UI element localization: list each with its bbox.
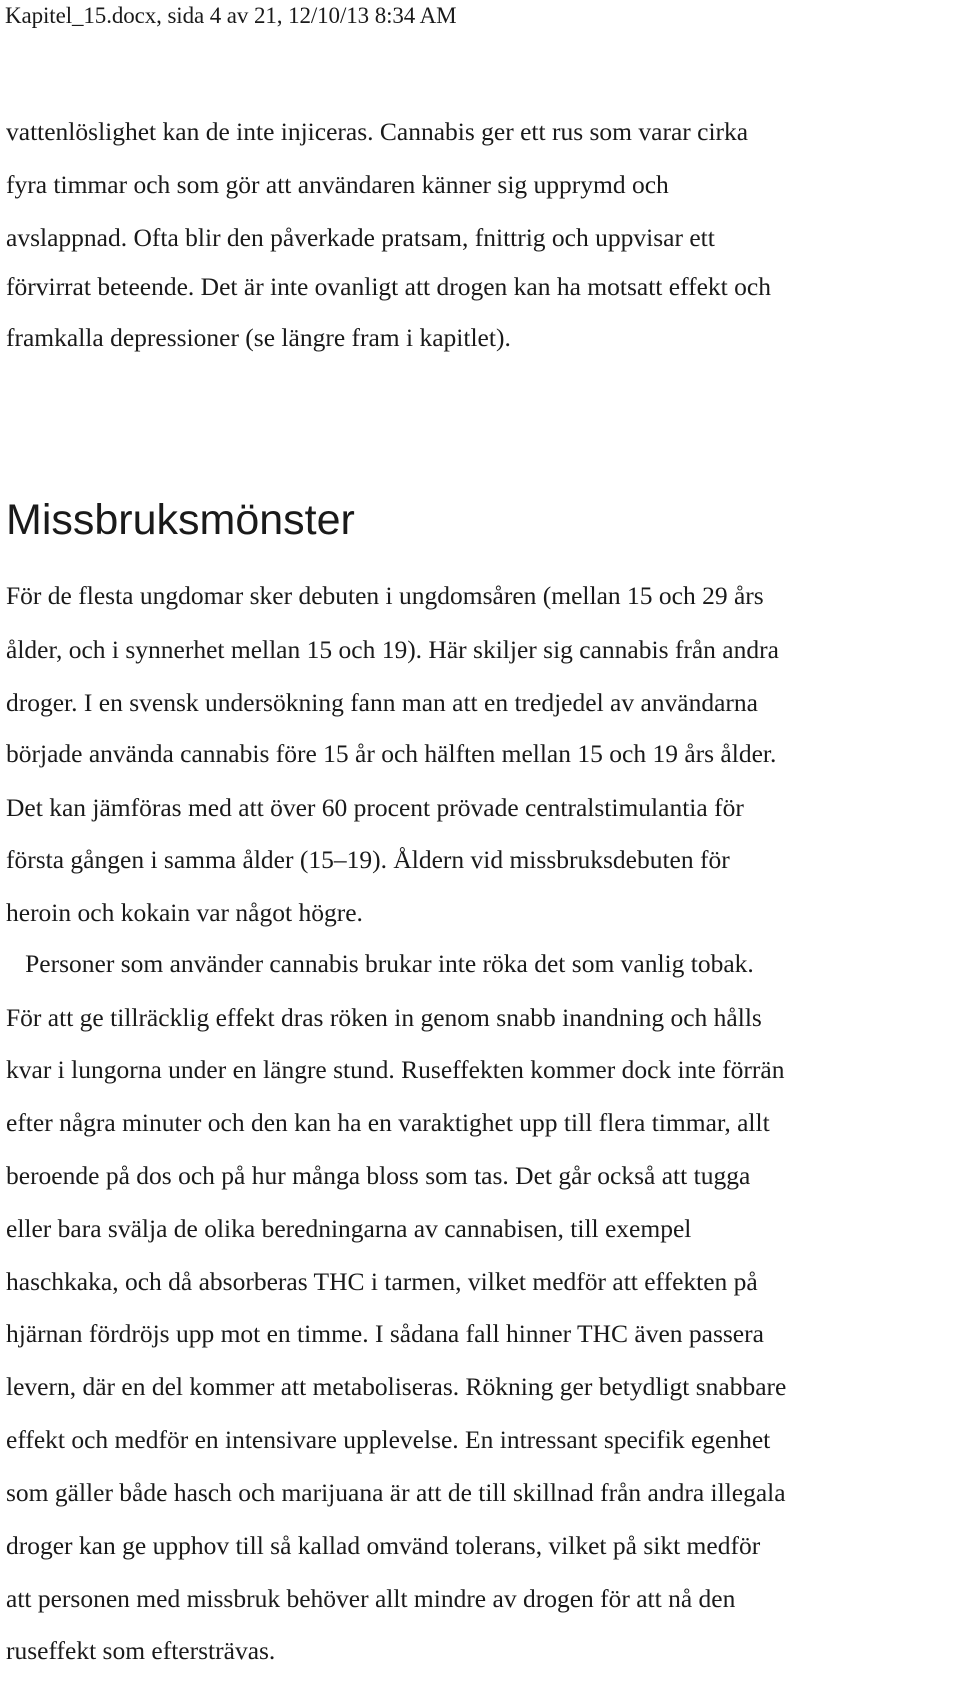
paragraph-2-line: droger. I en svensk undersökning fann man att en tredjedel av användarna [6, 688, 758, 717]
paragraph-3-line: efter några minuter och den kan ha en varaktighet upp till flera timmar, allt [6, 1108, 770, 1137]
paragraph-1-line: fyra timmar och som gör att användaren känner sig upprymd och [6, 170, 669, 199]
paragraph-3-line: eller bara svälja de olika beredningarna av cannabisen, till exempel [6, 1214, 692, 1243]
paragraph-1-line: vattenlöslighet kan de inte injiceras. Cannabis ger ett rus som varar cirka [6, 117, 749, 146]
paragraph-3-line: ruseffekt som eftersträvas. [6, 1636, 276, 1665]
paragraph-2-line: Det kan jämföras med att över 60 procent prövade centralstimulantia för [6, 793, 744, 822]
paragraph-3-line: hjärnan fördröjs upp mot en timme. I sådana fall hinner THC även passera [6, 1319, 764, 1348]
paragraph-3-line: Personer som använder cannabis brukar inte röka det som vanlig tobak. [6, 949, 754, 978]
paragraph-2-line: heroin och kokain var något högre. [6, 898, 363, 927]
paragraph-3-line: droger kan ge upphov till så kallad omvänd tolerans, vilket på sikt medför [6, 1531, 761, 1560]
paragraph-3-line: att personen med missbruk behöver allt mindre av drogen för att nå den [6, 1584, 736, 1613]
paragraph-1-line: avslappnad. Ofta blir den påverkade pratsam, fnittrig och uppvisar ett [6, 223, 715, 252]
paragraph-1-line: framkalla depressioner (se längre fram i kapitlet). [6, 323, 511, 352]
paragraph-3-line: effekt och medför en intensivare upplevelse. En intressant specifik egenhet [6, 1425, 771, 1454]
paragraph-3-line: levern, där en del kommer att metaboliseras. Rökning ger betydligt snabbare [6, 1372, 787, 1401]
paragraph-2-line: första gången i samma ålder (15–19). Åldern vid missbruksdebuten för [6, 845, 730, 874]
paragraph-3-line: beroende på dos och på hur många bloss som tas. Det går också att tugga [6, 1161, 751, 1190]
paragraph-3-line: som gäller både hasch och marijuana är att de till skillnad från andra illegala [6, 1478, 786, 1507]
section-heading: Missbruksmönster [6, 496, 355, 544]
paragraph-2-line: började använda cannabis före 15 år och hälften mellan 15 och 19 års ålder. [6, 739, 777, 768]
paragraph-3-line: För att ge tillräcklig effekt dras röken in genom snabb inandning och hålls [6, 1003, 762, 1032]
paragraph-3-line: kvar i lungorna under en längre stund. Ruseffekten kommer dock inte förrän [6, 1055, 785, 1084]
paragraph-3-line: haschkaka, och då absorberas THC i tarmen, vilket medför att effekten på [6, 1267, 758, 1296]
paragraph-2-line: ålder, och i synnerhet mellan 15 och 19). Här skiljer sig cannabis från andra [6, 635, 779, 664]
paragraph-1-line: förvirrat beteende. Det är inte ovanligt att drogen kan ha motsatt effekt och [6, 272, 771, 301]
paragraph-2-line: För de flesta ungdomar sker debuten i ungdomsåren (mellan 15 och 29 års [6, 581, 764, 610]
document-header: Kapitel_15.docx, sida 4 av 21, 12/10/13 8:34 AM [5, 3, 457, 28]
